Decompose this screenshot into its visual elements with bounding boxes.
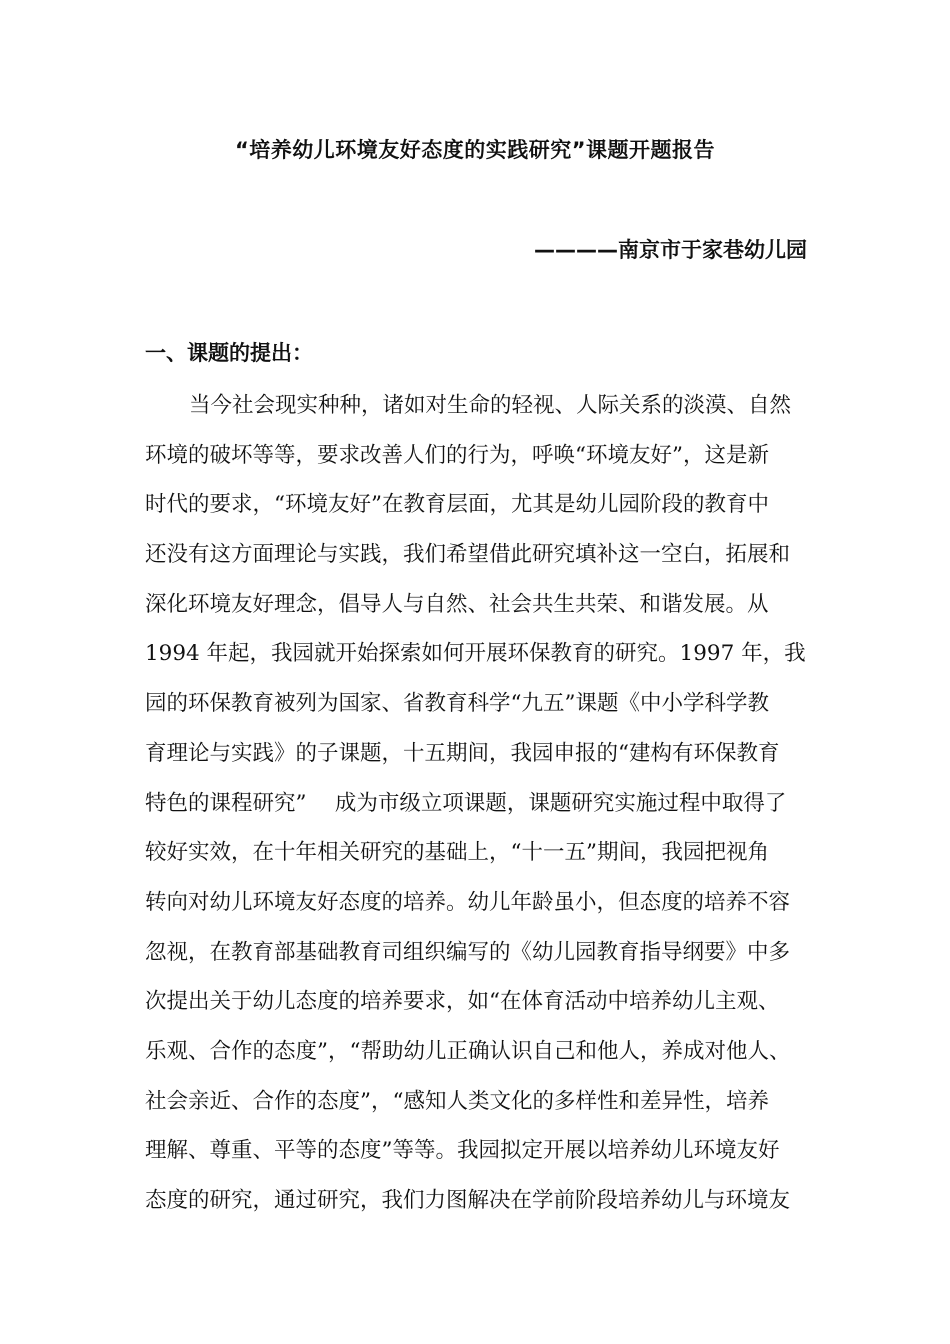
document-title: “培养幼儿环境友好态度的实践研究”课题开题报告 <box>234 138 716 162</box>
paragraph-line: 时代的要求，“环境友好”在教育层面，尤其是幼儿园阶段的教育中 <box>145 492 769 518</box>
paragraph-line: 理解、尊重、平等的态度”等等。我园拟定开展以培养幼儿环境友好 <box>145 1138 780 1164</box>
body-paragraph <box>145 381 845 1226</box>
paragraph-line: 育理论与实践》的子课题，十五期间，我园申报的“建构有环保教育 <box>145 740 780 766</box>
paragraph-line: 转向对幼儿环境友好态度的培养。幼儿年龄虽小，但态度的培养不容 <box>145 889 791 915</box>
section-heading: 一、课题的提出： <box>145 341 313 365</box>
paragraph-line: 深化环境友好理念，倡导人与自然、社会共生共荣、和谐发展。从 <box>145 591 769 617</box>
paragraph-line: 乐观、合作的态度”，“帮助幼儿正确认识自己和他人，养成对他人、 <box>145 1038 791 1064</box>
paragraph-line: 园的环保教育被列为国家、省教育科学“九五”课题《中小学科学教 <box>145 691 769 717</box>
paragraph-line: 还没有这方面理论与实践，我们希望借此研究填补这一空白，拓展和 <box>145 542 791 568</box>
paragraph-line: 当今社会现实种种，诸如对生命的轻视、人际关系的淡漠、自然 <box>189 393 792 418</box>
paragraph-line: 较好实效，在十年相关研究的基础上，“十一五”期间，我园把视角 <box>145 840 769 866</box>
paragraph-line: 1994 年起，我园就开始探索如何开展环保教育的研究。1997 年，我 <box>145 641 806 667</box>
paragraph-line: 忽视，在教育部基础教育司组织编写的《幼儿园教育指导纲要》中多 <box>145 939 791 965</box>
paragraph-line: 社会亲近、合作的态度”，“感知人类文化的多样性和差异性，培养 <box>145 1088 769 1114</box>
paragraph-line: 特色的课程研究” 成为市级立项课题，课题研究实施过程中取得了 <box>145 790 787 816</box>
author-line: ————南京市于家巷幼儿园 <box>534 238 807 262</box>
paragraph-line: 态度的研究，通过研究，我们力图解决在学前阶段培养幼儿与环境友 <box>145 1188 791 1213</box>
paragraph-line: 环境的破坏等等，要求改善人们的行为，呼唤“环境友好”，这是新 <box>145 442 769 468</box>
paragraph-line: 次提出关于幼儿态度的培养要求，如“在体育活动中培养幼儿主观、 <box>145 989 780 1015</box>
